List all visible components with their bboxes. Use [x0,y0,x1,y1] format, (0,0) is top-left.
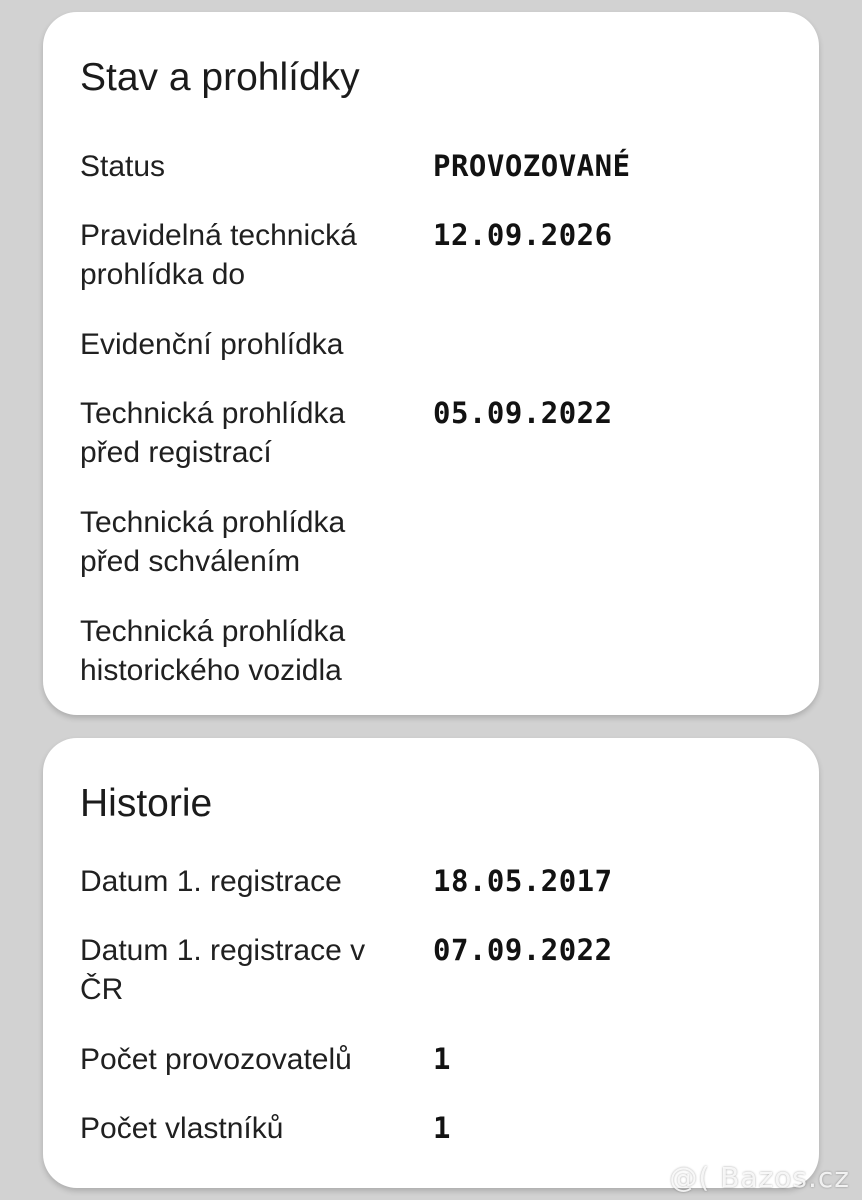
row-value: PROVOZOVANÉ [433,149,631,183]
status-inspections-card [43,12,819,715]
row-label: Technická prohlídka před schválením [80,506,346,578]
watermark: @( Bazos.cz [669,1161,850,1194]
row-label: Status [80,150,166,183]
row-value: 18.05.2017 [433,864,613,898]
row-value: 1 [433,1042,451,1076]
row-value: 07.09.2022 [433,933,613,967]
history-card [43,738,819,1188]
card-title: Historie [80,782,213,825]
row-label: Technická prohlídka historického vozidla [80,615,346,687]
row-label: Datum 1. registrace [80,865,342,898]
row-label: Evidenční prohlídka [80,328,344,361]
row-label: Technická prohlídka před registrací [80,397,346,469]
row-label: Datum 1. registrace v ČR [80,934,366,1006]
card-title: Stav a prohlídky [80,56,360,99]
row-label: Počet vlastníků [80,1112,284,1145]
row-label: Počet provozovatelů [80,1043,352,1076]
row-label: Pravidelná technická prohlídka do [80,219,357,291]
row-value: 05.09.2022 [433,396,613,430]
row-value: 1 [433,1111,451,1145]
row-value: 12.09.2026 [433,218,613,252]
